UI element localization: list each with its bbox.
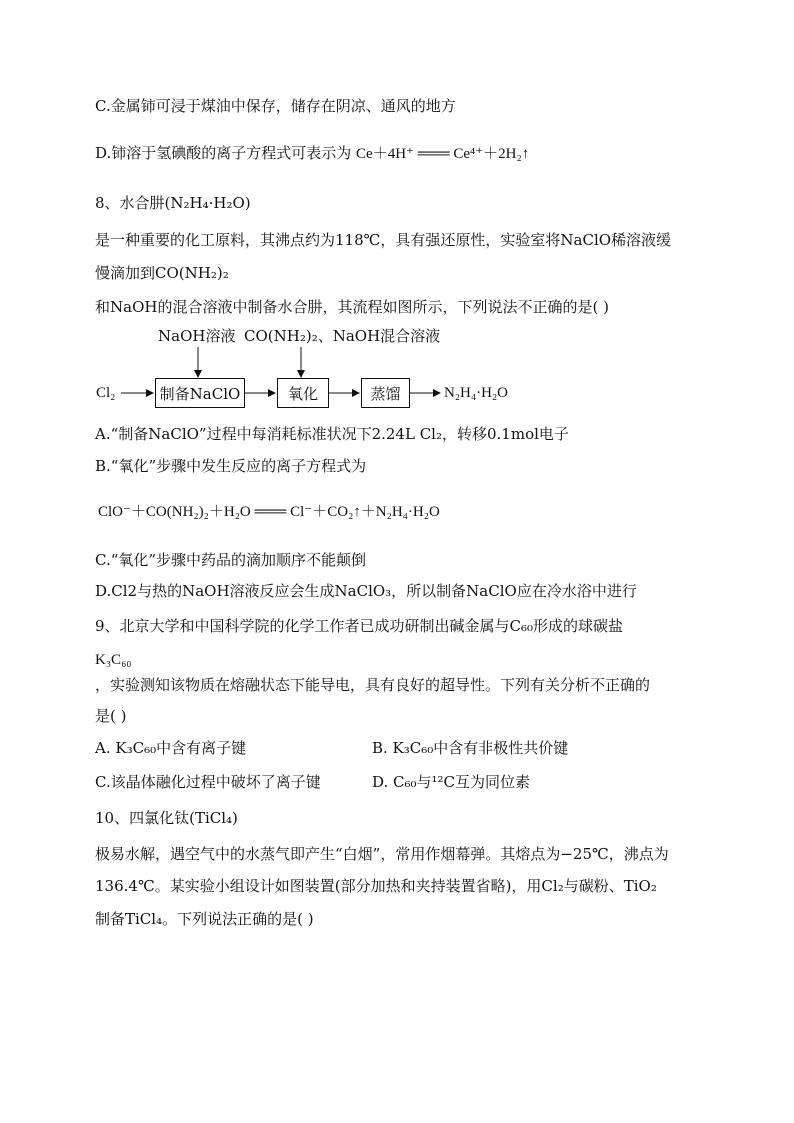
q8-option-b-equation: ClO⁻＋CO(NH₂)₂＋H₂O ═══ Cl⁻＋CO₂↑＋N₂H₄·H₂O (98, 504, 440, 520)
q9-desc-line1: ，实验测知该物质在熔融状态下能导电，具有良好的超导性。下列有关分析不正确的 (95, 676, 651, 694)
q9-formula: K₃C₆₀ (95, 652, 132, 668)
q8-option-d: D.Cl2与热的NaOH溶液反应会生成NaClO₃，所以制备NaClO应在冷水浴中进行 (95, 582, 637, 600)
q10-title: 10、四氯化钛(TiCl₄) (95, 809, 238, 827)
q9-desc-line2: 是( ) (95, 707, 127, 725)
q9-option-a: A. K₃C₆₀中含有离子键 (95, 739, 247, 757)
q9-option-b: B. K₃C₆₀中含有非极性共价键 (372, 739, 569, 757)
q10-desc-line3: 制备TiCl₄。下列说法正确的是( ) (95, 910, 314, 928)
q9-option-c: C.该晶体融化过程中破坏了离子键 (95, 773, 321, 791)
flow-label-naoh: NaOH溶液 (158, 327, 236, 345)
q8-title: 8、水合肼(N₂H₄·H₂O) (95, 194, 251, 212)
q10-desc-line1: 极易水解，遇空气中的水蒸气即产生“白烟”，常用作烟幕弹。其熔点为−25℃，沸点为 (95, 845, 669, 863)
q7-option-d-text: D.铈溶于氢碘酸的离子方程式可表示为 (95, 144, 352, 162)
q8-option-c: C.“氧化”步骤中药品的滴加顺序不能颠倒 (95, 551, 367, 569)
q8-desc-line1: 是一种重要的化工原料，其沸点约为118℃，具有强还原性，实验室将NaClO稀溶液缓 (95, 231, 672, 249)
q8-option-a: A.“制备NaClO”过程中每消耗标准状况下2.24L Cl₂，转移0.1mol电子 (95, 425, 569, 443)
q9-title: 9、北京大学和中国科学院的化学工作者已成功研制出碱金属与C₆₀形成的球碳盐 (95, 617, 624, 635)
q7-option-c: C.金属铈可浸于煤油中保存，储存在阴凉、通风的地方 (95, 97, 456, 115)
q10-desc-line2: 136.4℃。某实验小组设计如图装置(部分加热和夹持装置省略)，用Cl₂与碳粉、TiO₂ (95, 877, 657, 895)
q8-desc-line3: 和NaOH的混合溶液中制备水合肼，其流程如图所示，下列说法不正确的是( ) (95, 298, 609, 316)
flow-label-mix: CO(NH₂)₂、NaOH混合溶液 (244, 327, 441, 345)
flow-input-cl2: Cl₂ (96, 385, 116, 401)
flow-step-oxidation: 氧化 (277, 378, 329, 408)
q9-option-d: D. C₆₀与¹²C互为同位素 (372, 773, 531, 791)
flow-product: N₂H₄·H₂O (444, 385, 509, 401)
q8-option-b: B.“氧化”步骤中发生反应的离子方程式为 (95, 457, 367, 475)
q8-desc-line2: 慢滴加到CO(NH₂)₂ (95, 264, 229, 282)
flow-step-distillation: 蒸馏 (361, 378, 410, 408)
flow-step-prepare-naclo: 制备NaClO (155, 378, 245, 408)
q7-option-d-equation: Ce＋4H⁺ ═══ Ce⁴⁺＋2H₂↑ (356, 146, 530, 162)
